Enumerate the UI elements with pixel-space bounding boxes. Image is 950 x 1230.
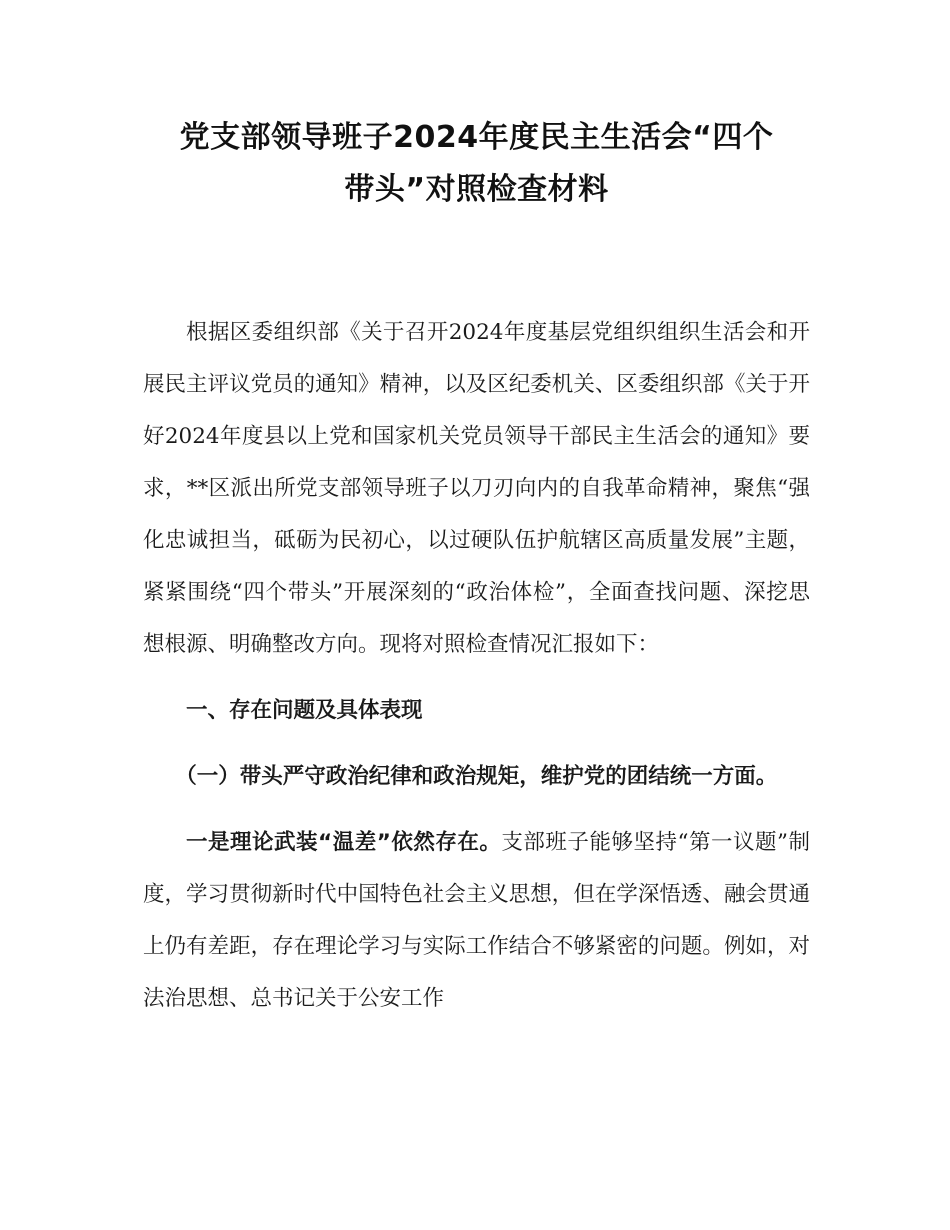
point-1-lead: 一是理论武装“温差”依然存在。 <box>186 830 502 855</box>
intro-paragraph: 根据区委组织部《关于召开2024年度基层党组织组织生活会和开展民主评议党员的通知》精神，以及区纪委机关、区委组织部《关于开好2024年度县以上党和国家机关党员领导干部民主生活会的通知》要求，**区派出所党支部领导班子以刀刃向内的自我革命精神，聚焦“强化忠诚担当，砥砺为民初心，以过硬队伍护航辖区高质量发展”主题，紧紧围绕“四个带头”开展深刻的“政治体检”，全面查找问题、深挖思想根源、明确整改方向。现将对照检查情况汇报如下： <box>143 320 810 657</box>
document-title <box>143 112 810 216</box>
point-1-text: 支部班子能够坚持“第一议题”制度，学习贯彻新时代中国特色社会主义思想，但在学深悟透、融会贯通上仍有差距，存在理论学习与实际工作结合不够紧密的问题。例如，对法治思想、总书记关于公安工作 <box>143 830 811 1011</box>
document-page <box>143 112 810 1025</box>
document-title-line-2: 带头”对照检查材料 <box>344 172 609 207</box>
document-title-line-1: 党支部领导班子2024年度民主生活会“四个 <box>179 120 774 155</box>
subsection-heading-1: （一）带头严守政治纪律和政治规矩，维护党的团结统一方面。 <box>175 764 778 789</box>
point-paragraph-1 <box>143 817 810 1025</box>
document-body <box>143 307 810 1025</box>
section-heading-1: 一、存在问题及具体表现 <box>186 698 423 723</box>
